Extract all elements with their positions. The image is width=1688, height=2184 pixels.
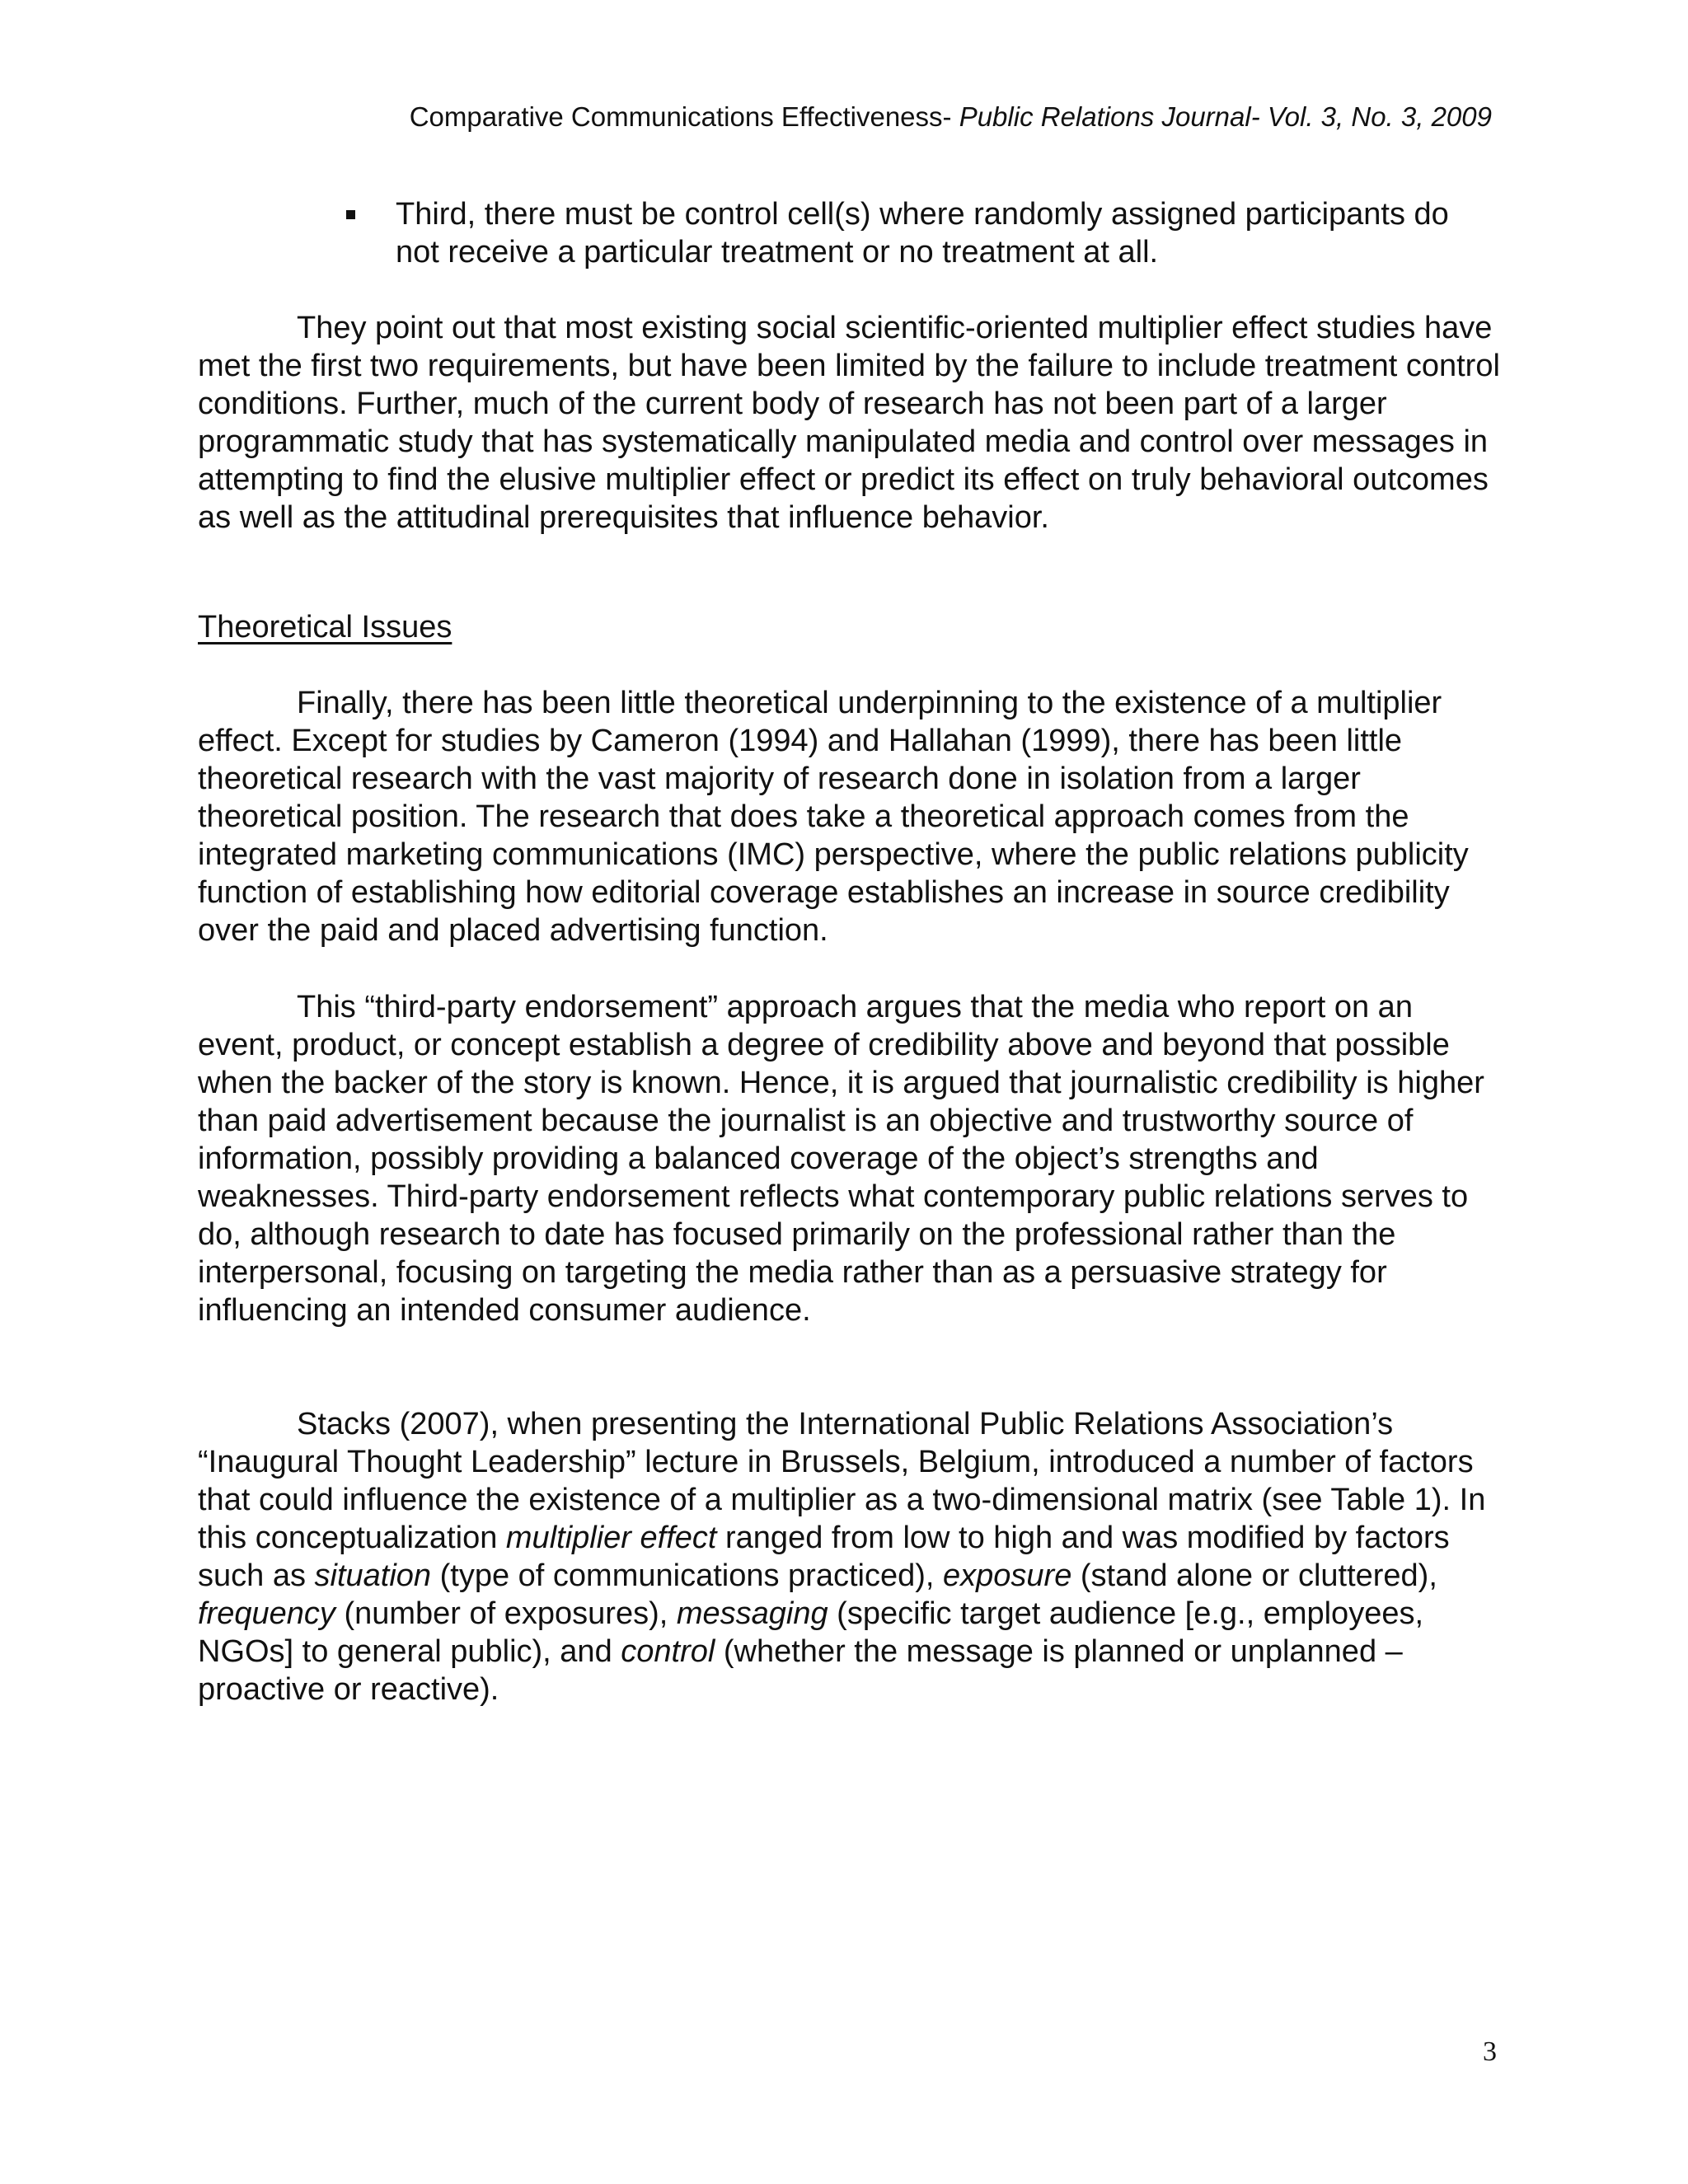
paragraph-segment: (number of exposures), xyxy=(335,1596,677,1631)
paragraph-text: They point out that most existing social scientific-oriented multiplier effect studies have met the first two requirements, but have been limited by the failure to include treatment control conditions. Further, much of the current body of research has not been part of a larger programmatic study that has systematically manipulated media and control over messages in attempting to find the elusive multiplier effect or predict its effect on truly behavioral outcomes as well as the attitudinal prerequisites that influence behavior. xyxy=(198,311,1500,535)
header-journal-citation: Public Relations Journal- Vol. 3, No. 3, 2009 xyxy=(959,101,1492,132)
term-messaging: messaging xyxy=(676,1596,828,1631)
paragraph-text: This “third-party endorsement” approach argues that the media who report on an event, product, or concept establish a degree of credibility above and beyond that possible when the backer of the story is known. Hence, it is argued that journalistic credibility is higher than paid advertisement because the journalist is an objective and trustworthy source of information, possibly providing a balanced coverage of the object’s strengths and weaknesses. Third-party endorsement reflects what contemporary public relations serves to do, although research to date has focused primarily on the professional rather than the interpersonal, focusing on targeting the media rather than as a persuasive strategy for influencing an intended consumer audience. xyxy=(198,990,1484,1328)
term-multiplier-effect: multiplier effect xyxy=(505,1521,717,1555)
paragraph-segment: ranged from low to high and was modified by factors such as xyxy=(198,1521,1450,1593)
paragraph-segment: (specific target audience [e.g., employees, NGOs] to general public), and xyxy=(198,1596,1424,1669)
paragraph-segment: (stand alone or cluttered), xyxy=(1071,1558,1437,1593)
running-header xyxy=(272,99,1492,135)
term-frequency: frequency xyxy=(198,1596,335,1631)
bullet-text: Third, there must be control cell(s) where randomly assigned participants do not receive a particular treatment or no treatment at all. xyxy=(396,197,1449,269)
term-control: control xyxy=(621,1634,715,1669)
page-number: 3 xyxy=(1483,2036,1497,2067)
paragraph-stacks-matrix xyxy=(198,1405,1500,1708)
section-heading: Theoretical Issues xyxy=(198,610,452,644)
term-situation: situation xyxy=(314,1558,432,1593)
paragraph-requirements xyxy=(198,309,1500,537)
paragraph-third-party-endorsement xyxy=(198,988,1500,1329)
header-title: Comparative Communications Effectiveness- xyxy=(409,101,959,132)
paragraph-segment: (type of communications practiced), xyxy=(431,1558,943,1593)
square-bullet-icon xyxy=(346,210,355,219)
paragraph-segment: (whether the message is planned or unplanned – proactive or reactive). xyxy=(198,1634,1403,1707)
bullet-list-item xyxy=(346,195,1500,271)
paragraph-theoretical-underpinning xyxy=(198,684,1500,949)
paragraph-segment: Stacks (2007), when presenting the International Public Relations Association’s “Inaugural Thought Leadership” lecture in Brussels, Belgium, introduced a number of factors that could influence the existence of a multiplier as a two-dimensional matrix (see Table 1). In this conceptualization xyxy=(198,1407,1486,1555)
term-exposure: exposure xyxy=(943,1558,1072,1593)
paragraph-text: Finally, there has been little theoretical underpinning to the existence of a multiplier effect. Except for studies by Cameron (1994) and Hallahan (1999), there has been little theoretical research with the vast majority of research done in isolation from a larger theoretical position. The research that does take a theoretical approach comes from the integrated marketing communications (IMC) perspective, where the public relations publicity function of establishing how editorial coverage establishes an increase in source credibility over the paid and placed advertising function. xyxy=(198,686,1469,948)
paragraph-text xyxy=(198,1405,1500,1708)
